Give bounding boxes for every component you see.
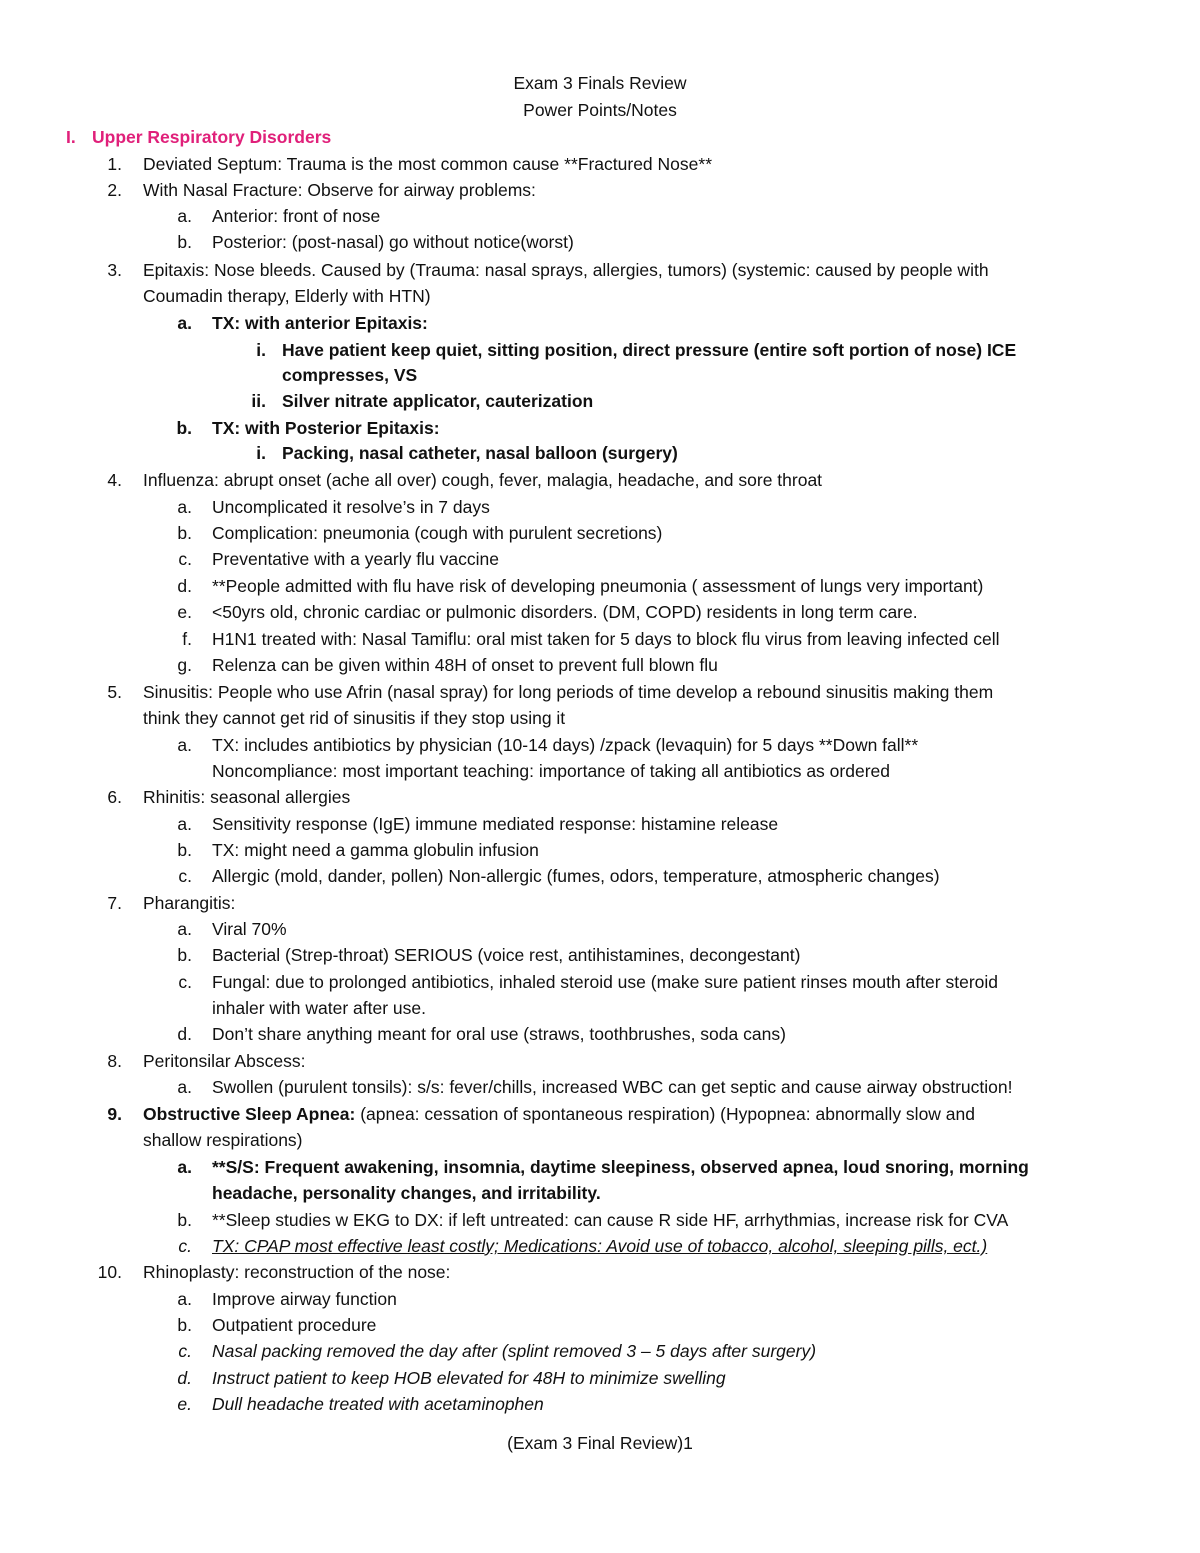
list-item-continued: shallow respirations) (143, 1130, 303, 1150)
subitem-letter: c. (178, 866, 192, 886)
subitem-letter: e. (177, 602, 192, 622)
sub-list-item: Viral 70% (212, 919, 287, 939)
list-item: Deviated Septum: Trauma is the most common cause **Fractured Nose** (143, 154, 712, 174)
sub-sub-list-item: Packing, nasal catheter, nasal balloon (surgery) (282, 443, 678, 463)
roman-marker: i. (256, 340, 266, 360)
sub-list-item: **People admitted with flu have risk of developing pneumonia ( assessment of lungs very important) (212, 576, 984, 596)
sub-list-item: H1N1 treated with: Nasal Tamiflu: oral mist taken for 5 days to block flu virus from leaving infected cell (212, 629, 1000, 649)
item-number: 3. (107, 260, 122, 280)
section-heading: Upper Respiratory Disorders (92, 127, 332, 147)
list-item-bold-term: Obstructive Sleep Apnea: (143, 1104, 356, 1124)
item-number: 5. (107, 682, 122, 702)
sub-sub-list-item: Have patient keep quiet, sitting position, direct pressure (entire soft portion of nose) ICE (282, 340, 1017, 360)
list-item: With Nasal Fracture: Observe for airway problems: (143, 180, 536, 200)
sub-list-item: Sensitivity response (IgE) immune mediated response: histamine release (212, 814, 779, 834)
sub-sub-list-item-continued: compresses, VS (282, 365, 418, 385)
sub-list-item: Posterior: (post-nasal) go without notice(worst) (212, 232, 574, 252)
subitem-letter: c. (178, 549, 192, 569)
subitem-letter: b. (177, 840, 192, 860)
list-item: Epitaxis: Nose bleeds. Caused by (Trauma: nasal sprays, allergies, tumors) (systemic: caused by people with (143, 260, 989, 280)
list-item (143, 1101, 975, 1127)
subitem-letter: a. (177, 735, 192, 755)
sub-list-item: Nasal packing removed the day after (splint removed 3 – 5 days after surgery) (212, 1341, 817, 1361)
subitem-letter: b. (177, 945, 192, 965)
sub-list-item: Uncomplicated it resolve’s in 7 days (212, 497, 490, 517)
subitem-letter: b. (177, 1315, 192, 1335)
subitem-letter: b. (176, 418, 192, 438)
sub-list-item: Improve airway function (212, 1289, 397, 1309)
list-item: Pharangitis: (143, 893, 236, 913)
sub-list-item: Don’t share anything meant for oral use (straws, toothbrushes, soda cans) (212, 1024, 786, 1044)
sub-list-item: **S/S: Frequent awakening, insomnia, daytime sleepiness, observed apnea, loud snoring, morning (212, 1157, 1029, 1177)
sub-list-item: Fungal: due to prolonged antibiotics, inhaled steroid use (make sure patient rinses mouth after steroid (212, 972, 999, 992)
subitem-letter: a. (177, 1077, 192, 1097)
item-number: 9. (107, 1104, 122, 1124)
list-item: Rhinitis: seasonal allergies (143, 787, 351, 807)
list-item: Rhinoplasty: reconstruction of the nose: (143, 1262, 451, 1282)
subitem-letter: g. (177, 655, 192, 675)
subitem-letter: b. (177, 523, 192, 543)
item-number: 8. (107, 1051, 122, 1071)
sub-list-item: Bacterial (Strep-throat) SERIOUS (voice rest, antihistamines, decongestant) (212, 945, 801, 965)
subitem-letter: a. (177, 814, 192, 834)
item-number: 4. (107, 470, 122, 490)
subitem-letter: c. (178, 972, 192, 992)
list-item: Influenza: abrupt onset (ache all over) cough, fever, malagia, headache, and sore throat (143, 470, 823, 490)
subitem-letter: e. (177, 1394, 192, 1414)
subitem-letter: b. (177, 1210, 192, 1230)
sub-list-item: Anterior: front of nose (212, 206, 381, 226)
document-subtitle: Power Points/Notes (523, 100, 677, 120)
subitem-letter: d. (177, 576, 192, 596)
sub-list-item: Outpatient procedure (212, 1315, 377, 1335)
item-number: 10. (97, 1262, 122, 1282)
sub-list-item: Preventative with a yearly flu vaccine (212, 549, 499, 569)
sub-list-item: Instruct patient to keep HOB elevated for 48H to minimize swelling (212, 1368, 726, 1388)
sub-list-item: TX: with anterior Epitaxis: (212, 313, 428, 333)
sub-list-item: Dull headache treated with acetaminophen (212, 1394, 544, 1414)
subitem-letter: b. (177, 232, 192, 252)
subitem-letter: d. (177, 1368, 192, 1388)
item-number: 1. (107, 154, 122, 174)
sub-list-item: TX: includes antibiotics by physician (10-14 days) /zpack (levaquin) for 5 days **Down fall** (212, 735, 919, 755)
sub-list-item-continued: headache, personality changes, and irritability. (212, 1183, 601, 1203)
roman-marker: ii. (251, 391, 266, 411)
list-item: Sinusitis: People who use Afrin (nasal spray) for long periods of time develop a rebound sinusitis making them (143, 682, 994, 702)
subitem-letter: a. (177, 497, 192, 517)
subitem-letter: a. (177, 1157, 192, 1177)
sub-list-item: TX: CPAP most effective least costly; Medications: Avoid use of tobacco, alcohol, sleeping pills, ect.) (212, 1236, 988, 1256)
sub-list-item-continued: Noncompliance: most important teaching: importance of taking all antibiotics as ordered (212, 761, 890, 781)
sub-list-item-continued: inhaler with water after use. (212, 998, 426, 1018)
subitem-letter: c. (178, 1236, 192, 1256)
subitem-letter: a. (177, 1289, 192, 1309)
list-item: Peritonsilar Abscess: (143, 1051, 306, 1071)
sub-list-item: TX: with Posterior Epitaxis: (212, 418, 440, 438)
roman-marker: i. (256, 443, 266, 463)
list-item-text: (apnea: cessation of spontaneous respiration) (Hypopnea: abnormally slow and (355, 1104, 975, 1124)
document-title: Exam 3 Finals Review (513, 73, 687, 93)
sub-list-item: Swollen (purulent tonsils): s/s: fever/chills, increased WBC can get septic and cause airway obstruction! (212, 1077, 1013, 1097)
subitem-letter: f. (182, 629, 192, 649)
section-marker: I. (66, 127, 76, 147)
subitem-letter: a. (177, 919, 192, 939)
sub-list-item: **Sleep studies w EKG to DX: if left untreated: can cause R side HF, arrhythmias, increase risk for CVA (212, 1210, 1009, 1230)
item-number: 2. (107, 180, 122, 200)
list-item-continued: Coumadin therapy, Elderly with HTN) (143, 286, 431, 306)
subitem-letter: c. (178, 1341, 192, 1361)
sub-list-item: Relenza can be given within 48H of onset to prevent full blown flu (212, 655, 718, 675)
sub-list-item: <50yrs old, chronic cardiac or pulmonic disorders. (DM, COPD) residents in long term care. (212, 602, 918, 622)
item-number: 6. (107, 787, 122, 807)
sub-sub-list-item: Silver nitrate applicator, cauterization (282, 391, 594, 411)
subitem-letter: d. (177, 1024, 192, 1044)
subitem-letter: a. (177, 206, 192, 226)
item-number: 7. (107, 893, 122, 913)
page-footer: (Exam 3 Final Review)1 (507, 1433, 693, 1453)
subitem-letter: a. (177, 313, 192, 333)
sub-list-item: Allergic (mold, dander, pollen) Non-allergic (fumes, odors, temperature, atmospheric changes) (212, 866, 940, 886)
list-item-continued: think they cannot get rid of sinusitis if they stop using it (143, 708, 566, 728)
sub-list-item: Complication: pneumonia (cough with purulent secretions) (212, 523, 663, 543)
sub-list-item: TX: might need a gamma globulin infusion (212, 840, 539, 860)
